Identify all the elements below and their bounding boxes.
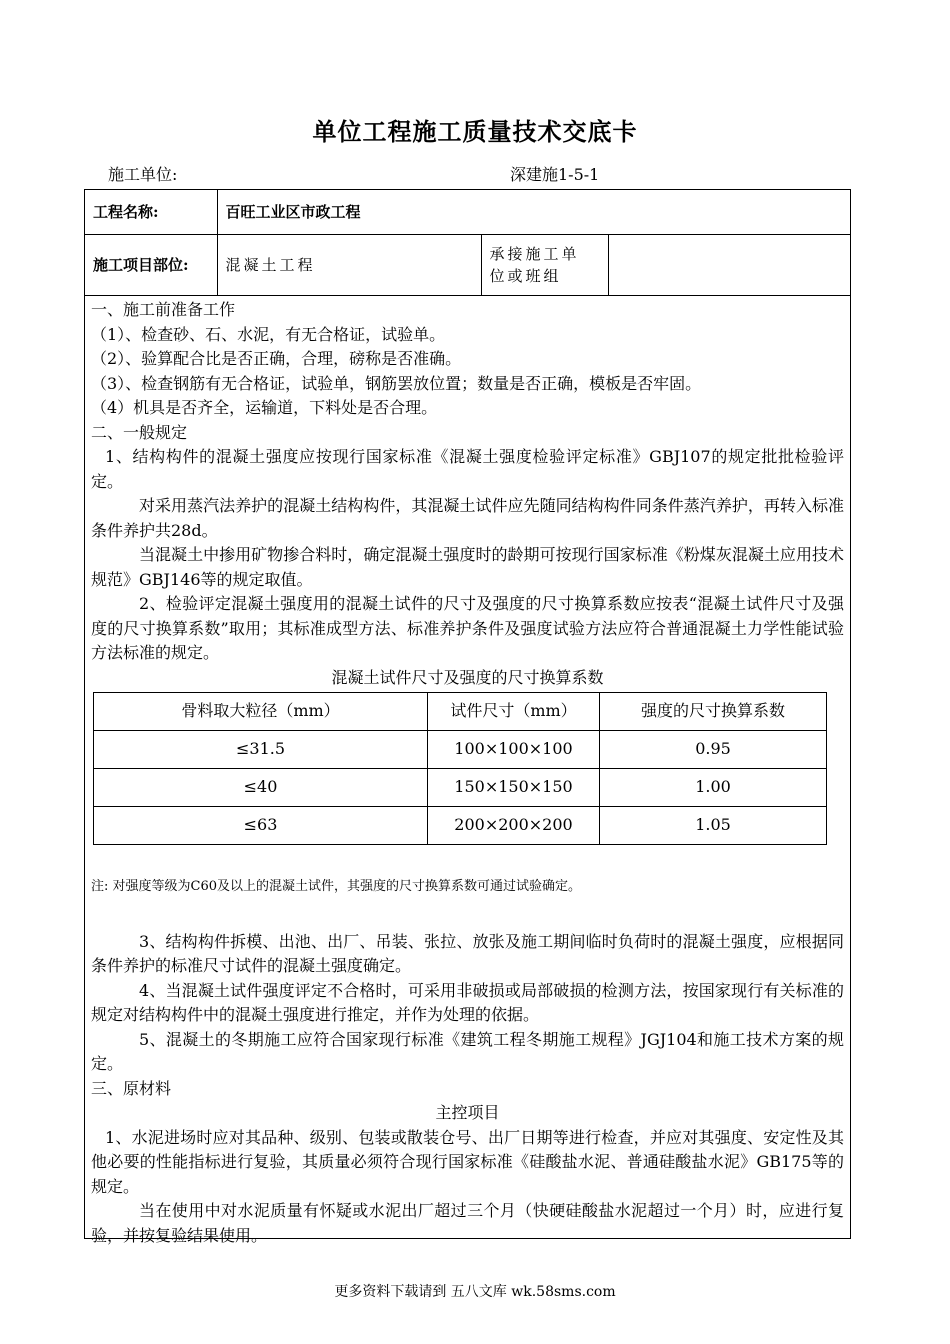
construction-unit-label: 施工单位: (108, 165, 178, 184)
section-2-paragraph-2: 对采用蒸汽法养护的混凝土结构构件，其混凝土试件应先随同结构构件同条件蒸汽养护，再转入标准条件养护共28d。 (91, 496, 844, 540)
team-label (481, 234, 608, 295)
construction-part-label: 施工项目部位: (85, 234, 217, 295)
section-1-item-3: （3）、检查钢筋有无合格证，试验单，钢筋罢放位置；数量是否正确，模板是否牢固。 (91, 373, 702, 393)
table-caption: 混凝土试件尺寸及强度的尺寸换算系数 (331, 667, 604, 687)
table-header-cell: 骨料取大粒径（mm） (94, 693, 428, 731)
section-2-paragraph-3: 当混凝土中掺用矿物掺合料时，确定混凝土强度时的龄期可按现行国家标准《粉煤灰混凝土应用技术规范》GBJ146等的规定取值。 (91, 545, 844, 589)
section-3-title: 三、原材料 (91, 1078, 172, 1098)
page-title: 单位工程施工质量技术交底卡 (312, 117, 638, 146)
section-2-title: 二、一般规定 (91, 422, 188, 442)
team-label-line-1: 承接施工单 (489, 244, 580, 263)
table-header-cell: 试件尺寸（mm） (428, 693, 600, 731)
section-2-paragraph-5: 3、结构构件拆模、出池、出厂、吊装、张拉、放张及施工期间临时负荷时的混凝土强度，应根据同条件养护的标准尺寸试件的混凝土强度确定。 (91, 931, 844, 975)
table-cell: ≤63 (94, 807, 428, 845)
table-row (94, 769, 827, 807)
footer-download-note: 更多资料下载请到 五八文库 wk.58sms.com (334, 1284, 616, 1300)
team-value (608, 234, 850, 295)
form-code: 深建施1-5-1 (510, 165, 600, 184)
section-3-paragraph-2: 当在使用中对水泥质量有怀疑或水泥出厂超过三个月（快硬硅酸盐水泥超过一个月）时，应进行复验，并按复验结果使用。 (91, 1201, 844, 1245)
section-1-item-2: （2）、验算配合比是否正确，合理，磅称是否准确。 (91, 349, 462, 368)
construction-part-value: 混凝土工程 (217, 234, 481, 295)
disclosure-card (84, 189, 851, 1245)
table-cell: 200×200×200 (428, 807, 600, 845)
table-header-cell: 强度的尺寸换算系数 (600, 693, 827, 731)
table-header-row (94, 693, 827, 731)
section-3-subtitle: 主控项目 (435, 1103, 500, 1122)
section-1-title: 一、施工前准备工作 (91, 300, 236, 319)
table-row (94, 807, 827, 845)
section-3-paragraph-1: 1、水泥进场时应对其品种、级别、包装或散装仓号、出厂日期等进行检查，并应对其强度、安定性及其他必要的性能指标进行复验，其质量必须符合现行国家标准《硅酸盐水泥、普通硅酸盐水泥》GB175等的规定。 (91, 1127, 844, 1196)
conversion-coefficient-table (93, 692, 827, 845)
table-row (94, 731, 827, 769)
section-1-item-4: （4）机具是否齐全，运输道，下料处是否合理。 (91, 398, 438, 417)
project-name-label: 工程名称: (85, 190, 217, 234)
table-cell: 1.05 (600, 807, 827, 845)
table-cell: 100×100×100 (428, 731, 600, 769)
section-2-paragraph-1: 1、结构构件的混凝土强度应按现行国家标准《混凝土强度检验评定标准》GBJ107的规定批批检验评定。 (91, 447, 844, 491)
table-cell: ≤31.5 (94, 731, 428, 769)
section-1-item-1: （1）、检查砂、石、水泥，有无合格证，试验单。 (91, 324, 446, 344)
section-2-paragraph-4: 2、检验评定混凝土强度用的混凝土试件的尺寸及强度的尺寸换算系数应按表“混凝土试件尺寸及强度的尺寸换算系数”取用；其标准成型方法、标准养护条件及强度试验方法应符合普通混凝土力学性能试验方法标准的规定。 (91, 594, 844, 662)
section-2-paragraph-7: 5、混凝土的冬期施工应符合国家现行标准《建筑工程冬期施工规程》JGJ104和施工技术方案的规定。 (91, 1029, 844, 1073)
table-cell: ≤40 (94, 769, 428, 807)
section-2-paragraph-6: 4、当混凝土试件强度评定不合格时，可采用非破损或局部破损的检测方法，按国家现行有关标准的规定对结构构件中的混凝土强度进行推定，并作为处理的依据。 (91, 980, 844, 1024)
table-cell: 1.00 (600, 769, 827, 807)
table-note: 注: 对强度等级为C60及以上的混凝土试件，其强度的尺寸换算系数可通过试验确定。 (91, 879, 582, 894)
project-name-value: 百旺工业区市政工程 (217, 190, 850, 234)
header-table (85, 190, 850, 296)
table-cell: 0.95 (600, 731, 827, 769)
content-body (91, 298, 844, 1248)
table-cell: 150×150×150 (428, 769, 600, 807)
team-label-line-2: 位或班组 (489, 266, 562, 285)
